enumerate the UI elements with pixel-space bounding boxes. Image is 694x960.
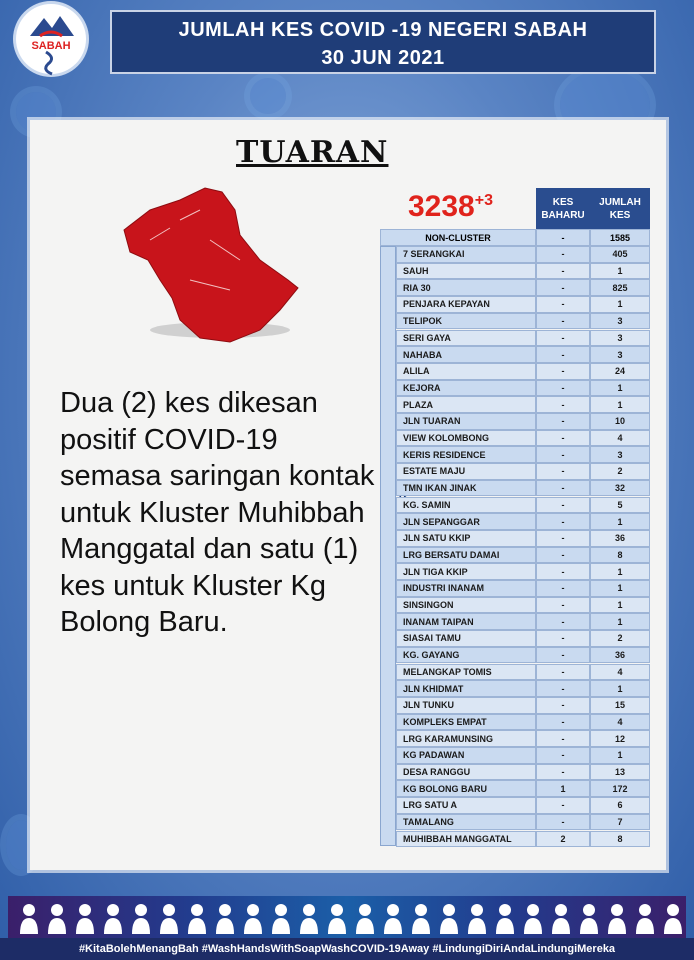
table-row xyxy=(396,697,650,714)
cell-new: - xyxy=(536,513,590,530)
cell-total: 36 xyxy=(590,530,650,547)
person-icon xyxy=(74,902,96,934)
cell-total: 7 xyxy=(590,814,650,831)
cell-total: 13 xyxy=(590,764,650,781)
cell-new: - xyxy=(536,547,590,564)
description-text: Dua (2) kes dikesan positif COVID-19 semasa saringan kontak untuk Kluster Muhibbah Manggatal dan satu (1) kes untuk Kluster Kg Bolong Baru. xyxy=(60,387,375,638)
person-icon xyxy=(578,902,600,934)
cell-total: 6 xyxy=(590,797,650,814)
person-icon xyxy=(438,902,460,934)
cell-new: 2 xyxy=(536,831,590,848)
table-row xyxy=(396,296,650,313)
cell-name: KOMPLEKS EMPAT xyxy=(396,714,536,731)
cell-total: 10 xyxy=(590,413,650,430)
table-row xyxy=(396,380,650,397)
cell-total: 1 xyxy=(590,580,650,597)
district-map xyxy=(110,180,310,350)
cell-name: JLN KHIDMAT xyxy=(396,680,536,697)
cell-total: 3 xyxy=(590,446,650,463)
person-icon xyxy=(522,902,544,934)
cell-new: - xyxy=(536,563,590,580)
person-icon xyxy=(410,902,432,934)
cell-total: 36 xyxy=(590,647,650,664)
table-row xyxy=(396,279,650,296)
table-row xyxy=(396,747,650,764)
cell-name: JLN TUARAN xyxy=(396,413,536,430)
table-row xyxy=(396,597,650,614)
person-icon xyxy=(242,902,264,934)
cell-total: 32 xyxy=(590,480,650,497)
header-total-label: JUMLAH KES xyxy=(599,197,641,221)
cell-name: SIASAI TAMU xyxy=(396,630,536,647)
cell-name: DESA RANGGU xyxy=(396,764,536,781)
cell-name: 7 SERANGKAI xyxy=(396,246,536,263)
table-row xyxy=(396,580,650,597)
total-cases xyxy=(408,190,493,224)
cell-new: - xyxy=(536,630,590,647)
cell-total: 1 xyxy=(590,396,650,413)
non-cluster-name: NON-CLUSTER xyxy=(380,229,536,246)
table-row xyxy=(396,831,650,848)
cell-total: 1 xyxy=(590,263,650,280)
cell-new: - xyxy=(536,313,590,330)
cell-total: 4 xyxy=(590,664,650,681)
table-row xyxy=(396,430,650,447)
table-row xyxy=(396,730,650,747)
cell-total: 2 xyxy=(590,463,650,480)
table-row xyxy=(396,363,650,380)
cell-new: - xyxy=(536,613,590,630)
cell-total: 1 xyxy=(590,747,650,764)
table-row xyxy=(396,797,650,814)
non-cluster-total: 1585 xyxy=(590,229,650,246)
cell-name: TAMALANG xyxy=(396,814,536,831)
cell-name: KEJORA xyxy=(396,380,536,397)
cell-name: TELIPOK xyxy=(396,313,536,330)
total-increase: +3 xyxy=(474,192,493,209)
cell-total: 1 xyxy=(590,296,650,313)
cell-new: - xyxy=(536,430,590,447)
cell-new: - xyxy=(536,363,590,380)
header-new-cases xyxy=(536,188,590,230)
person-icon xyxy=(298,902,320,934)
non-cluster-row xyxy=(380,229,650,246)
total-value: 3238 xyxy=(408,190,475,223)
non-cluster-new: - xyxy=(536,229,590,246)
cell-total: 1 xyxy=(590,680,650,697)
person-icon xyxy=(550,902,572,934)
cell-new: - xyxy=(536,330,590,347)
person-icon xyxy=(18,902,40,934)
person-icon xyxy=(382,902,404,934)
person-icon xyxy=(270,902,292,934)
cell-total: 3 xyxy=(590,346,650,363)
cell-name: SAUH xyxy=(396,263,536,280)
cell-new: - xyxy=(536,530,590,547)
cell-name: VIEW KOLOMBONG xyxy=(396,430,536,447)
cell-name: PLAZA xyxy=(396,396,536,413)
person-icon xyxy=(354,902,376,934)
table-row xyxy=(396,714,650,731)
person-icon xyxy=(494,902,516,934)
cell-total: 1 xyxy=(590,380,650,397)
table-row xyxy=(396,413,650,430)
cell-total: 8 xyxy=(590,547,650,564)
cell-name: JLN SEPANGGAR xyxy=(396,513,536,530)
header-new-label: KES BAHARU xyxy=(541,197,585,221)
person-icon xyxy=(634,902,656,934)
cell-name: INDUSTRI INANAM xyxy=(396,580,536,597)
table-row xyxy=(396,630,650,647)
cell-name: INANAM TAIPAN xyxy=(396,613,536,630)
table-row xyxy=(396,497,650,514)
cell-new: - xyxy=(536,580,590,597)
cell-total: 4 xyxy=(590,714,650,731)
cell-name: PENJARA KEPAYAN xyxy=(396,296,536,313)
table-row xyxy=(396,313,650,330)
cell-name: KG. GAYANG xyxy=(396,647,536,664)
cell-new: - xyxy=(536,797,590,814)
table-row xyxy=(396,814,650,831)
cell-name: KG PADAWAN xyxy=(396,747,536,764)
cell-new: - xyxy=(536,413,590,430)
virus-decoration xyxy=(250,78,286,114)
cell-name: MUHIBBAH MANGGATAL xyxy=(396,831,536,848)
cell-total: 8 xyxy=(590,831,650,848)
cell-total: 3 xyxy=(590,330,650,347)
table-row xyxy=(396,446,650,463)
logo-text: SABAH xyxy=(31,40,71,52)
cell-name: KG. SAMIN xyxy=(396,497,536,514)
cell-new: - xyxy=(536,497,590,514)
cell-new: - xyxy=(536,714,590,731)
sabah-logo xyxy=(16,4,86,74)
cell-total: 3 xyxy=(590,313,650,330)
cell-new: - xyxy=(536,647,590,664)
cell-new: - xyxy=(536,480,590,497)
cell-name: KERIS RESIDENCE xyxy=(396,446,536,463)
cell-new: - xyxy=(536,296,590,313)
cell-total: 1 xyxy=(590,513,650,530)
cell-new: - xyxy=(536,697,590,714)
hashtag-banner: #KitaBolehMenangBah #WashHandsWithSoapWashCOVID-19Away #LindungiDiriAndaLindungiMereka xyxy=(0,938,694,960)
person-icon xyxy=(46,902,68,934)
cell-new: - xyxy=(536,279,590,296)
cell-new: - xyxy=(536,664,590,681)
cell-new: 1 xyxy=(536,780,590,797)
table-row xyxy=(396,346,650,363)
footer-banner xyxy=(8,896,686,940)
cell-total: 405 xyxy=(590,246,650,263)
cell-name: ALILA xyxy=(396,363,536,380)
cell-name: SERI GAYA xyxy=(396,330,536,347)
cell-name: MELANGKAP TOMIS xyxy=(396,664,536,681)
cell-new: - xyxy=(536,680,590,697)
person-icon xyxy=(102,902,124,934)
table-row xyxy=(396,780,650,797)
cell-name: KG BOLONG BARU xyxy=(396,780,536,797)
cell-total: 2 xyxy=(590,630,650,647)
title-line: JUMLAH KES COVID -19 NEGERI SABAH xyxy=(178,19,588,41)
cell-new: - xyxy=(536,263,590,280)
cell-name: TMN IKAN JINAK xyxy=(396,480,536,497)
person-icon xyxy=(326,902,348,934)
person-icon xyxy=(606,902,628,934)
cell-total: 1 xyxy=(590,563,650,580)
cell-new: - xyxy=(536,747,590,764)
cell-new: - xyxy=(536,396,590,413)
table-row xyxy=(396,330,650,347)
person-icon xyxy=(662,902,684,934)
table-row xyxy=(396,613,650,630)
person-icon xyxy=(130,902,152,934)
cell-name: LRG BERSATU DAMAI xyxy=(396,547,536,564)
person-icon xyxy=(158,902,180,934)
cell-new: - xyxy=(536,597,590,614)
table-row xyxy=(396,396,650,413)
person-icon xyxy=(214,902,236,934)
cell-new: - xyxy=(536,730,590,747)
cell-total: 4 xyxy=(590,430,650,447)
table-row xyxy=(396,664,650,681)
cell-total: 1 xyxy=(590,597,650,614)
cell-new: - xyxy=(536,246,590,263)
table-row xyxy=(396,764,650,781)
table-row xyxy=(396,480,650,497)
table-row xyxy=(396,263,650,280)
table-row xyxy=(396,246,650,263)
cell-new: - xyxy=(536,764,590,781)
cell-name: NAHABA xyxy=(396,346,536,363)
cell-name: LRG KARAMUNSING xyxy=(396,730,536,747)
cell-new: - xyxy=(536,346,590,363)
table-row xyxy=(396,463,650,480)
person-icon xyxy=(466,902,488,934)
cell-name: JLN SATU KKIP xyxy=(396,530,536,547)
table-row xyxy=(396,647,650,664)
cell-name: JLN TUNKU xyxy=(396,697,536,714)
table-row xyxy=(396,680,650,697)
cluster-bar xyxy=(380,246,396,846)
cell-total: 15 xyxy=(590,697,650,714)
table-row xyxy=(396,513,650,530)
person-icon xyxy=(186,902,208,934)
date-line: 30 JUN 2021 xyxy=(321,47,445,69)
cell-total: 12 xyxy=(590,730,650,747)
district-title: TUARAN xyxy=(236,135,389,170)
cell-total: 5 xyxy=(590,497,650,514)
table-row xyxy=(396,563,650,580)
cell-name: JLN TIGA KKIP xyxy=(396,563,536,580)
header-total-cases xyxy=(590,188,650,230)
cell-name: RIA 30 xyxy=(396,279,536,296)
cell-new: - xyxy=(536,814,590,831)
cell-total: 172 xyxy=(590,780,650,797)
cell-name: SINSINGON xyxy=(396,597,536,614)
cell-new: - xyxy=(536,446,590,463)
cell-total: 1 xyxy=(590,613,650,630)
table-row xyxy=(396,547,650,564)
table-row xyxy=(396,530,650,547)
page-title xyxy=(110,10,656,74)
cell-total: 24 xyxy=(590,363,650,380)
cell-new: - xyxy=(536,463,590,480)
cell-name: LRG SATU A xyxy=(396,797,536,814)
cell-total: 825 xyxy=(590,279,650,296)
cell-name: ESTATE MAJU xyxy=(396,463,536,480)
cell-new: - xyxy=(536,380,590,397)
